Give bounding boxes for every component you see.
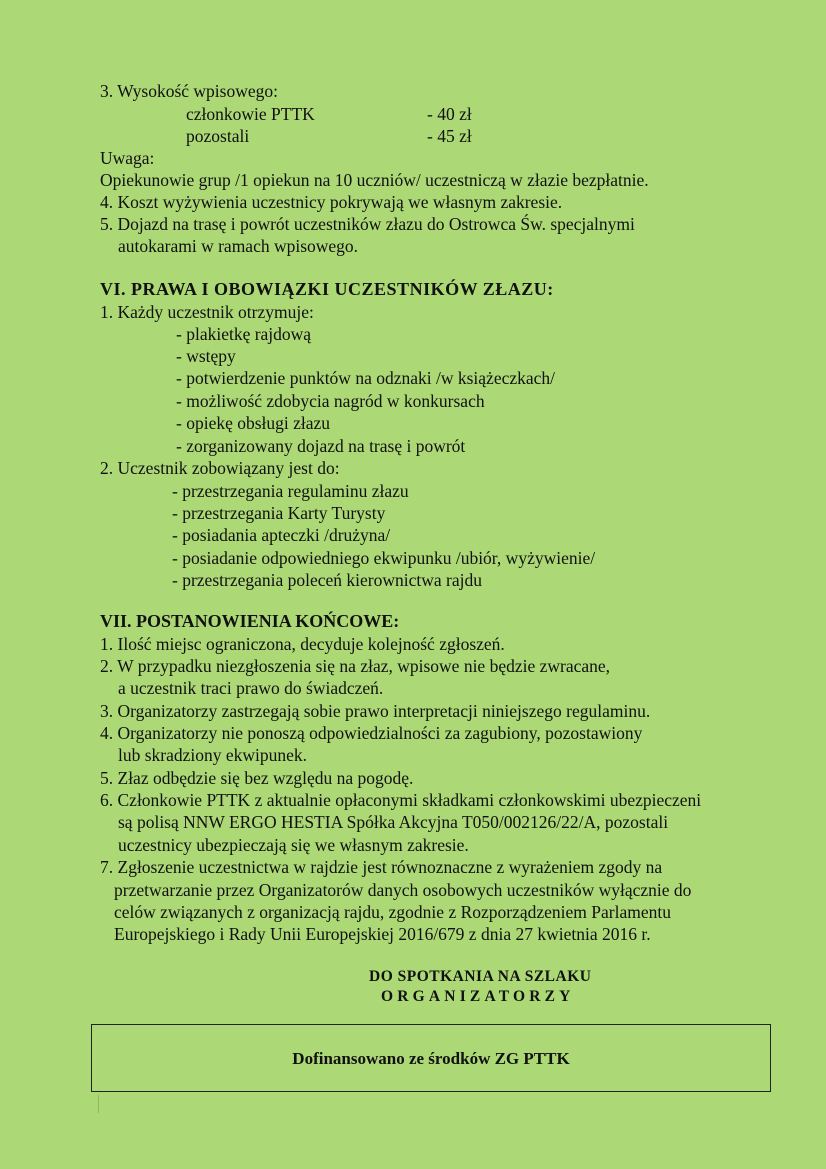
section-7-line: a uczestnik traci prawo do świadczeń.	[118, 678, 384, 698]
fee-row-value: - 40 zł	[427, 104, 472, 124]
margin-mark	[98, 1095, 99, 1113]
section-7-line: przetwarzanie przez Organizatorów danych osobowych uczestników wyłącznie do	[114, 880, 692, 900]
fee-heading: 3. Wysokość wpisowego:	[100, 81, 278, 101]
list-item: - opiekę obsługi złazu	[176, 413, 331, 433]
item-5: 5. Dojazd na trasę i powrót uczestników złazu do Ostrowca Św. specjalnymi	[100, 214, 635, 234]
fee-row-label: członkowie PTTK	[186, 104, 315, 124]
section-6-item-1: 1. Każdy uczestnik otrzymuje:	[100, 302, 314, 322]
item-5-continued: autokarami w ramach wpisowego.	[118, 236, 359, 256]
section-7-line: Europejskiego i Rady Unii Europejskiej 2016/679 z dnia 27 kwietnia 2016 r.	[114, 924, 651, 944]
closing-signature: ORGANIZATORZY	[381, 988, 575, 1005]
note-text: Opiekunowie grup /1 opiekun na 10 uczniów/ uczestniczą w złazie bezpłatnie.	[100, 170, 649, 190]
section-6-title: VI. PRAWA I OBOWIĄZKI UCZESTNIKÓW ZŁAZU:	[100, 279, 554, 299]
item-4: 4. Koszt wyżywienia uczestnicy pokrywają we własnym zakresie.	[100, 192, 563, 212]
section-7-line: 7. Zgłoszenie uczestnictwa w rajdzie jest równoznaczne z wyrażeniem zgody na	[100, 857, 663, 877]
closing-line-1: DO SPOTKANIA NA SZLAKU	[369, 968, 592, 985]
section-7-line: celów związanych z organizacją rajdu, zgodnie z Rozporządzeniem Parlamentu	[114, 902, 671, 922]
list-item: - potwierdzenie punktów na odznaki /w książeczkach/	[176, 368, 556, 388]
section-7-line: lub skradziony ekwipunek.	[118, 745, 308, 765]
section-7-line: 6. Członkowie PTTK z aktualnie opłaconymi składkami członkowskimi ubezpieczeni	[100, 790, 702, 810]
list-item: - posiadania apteczki /drużyna/	[172, 525, 391, 545]
section-6-item-2: 2. Uczestnik zobowiązany jest do:	[100, 458, 340, 478]
list-item: - zorganizowany dojazd na trasę i powrót	[176, 436, 466, 456]
funding-text: Dofinansowano ze środków ZG PTTK	[292, 1049, 570, 1068]
section-7-line: są polisą NNW ERGO HESTIA Spółka Akcyjna T050/002126/22/A, pozostali	[118, 812, 669, 832]
list-item: - posiadanie odpowiedniego ekwipunku /ubiór, wyżywienie/	[172, 548, 596, 568]
fee-row-value: - 45 zł	[427, 126, 472, 146]
section-7-line: 1. Ilość miejsc ograniczona, decyduje kolejność zgłoszeń.	[100, 634, 505, 654]
list-item: - przestrzegania regulaminu złazu	[172, 481, 409, 501]
list-item: - przestrzegania poleceń kierownictwa rajdu	[172, 570, 482, 590]
fee-row-label: pozostali	[186, 126, 250, 146]
funding-box	[91, 1024, 771, 1092]
list-item: - możliwość zdobycia nagród w konkursach	[176, 391, 485, 411]
note-label: Uwaga:	[100, 148, 155, 168]
section-7-line: uczestnicy ubezpieczają się we własnym zakresie.	[118, 835, 469, 855]
list-item: - plakietkę rajdową	[176, 324, 312, 344]
section-7-line: 5. Złaz odbędzie się bez względu na pogodę.	[100, 768, 414, 788]
section-7-line: 2. W przypadku niezgłoszenia się na złaz, wpisowe nie będzie zwracane,	[100, 656, 611, 676]
list-item: - wstępy	[176, 346, 236, 366]
list-item: - przestrzegania Karty Turysty	[172, 503, 386, 523]
section-7-line: 3. Organizatorzy zastrzegają sobie prawo interpretacji niniejszego regulaminu.	[100, 701, 651, 721]
section-7-line: 4. Organizatorzy nie ponoszą odpowiedzialności za zagubiony, pozostawiony	[100, 723, 643, 743]
section-7-title: VII. POSTANOWIENIA KOŃCOWE:	[100, 611, 400, 631]
